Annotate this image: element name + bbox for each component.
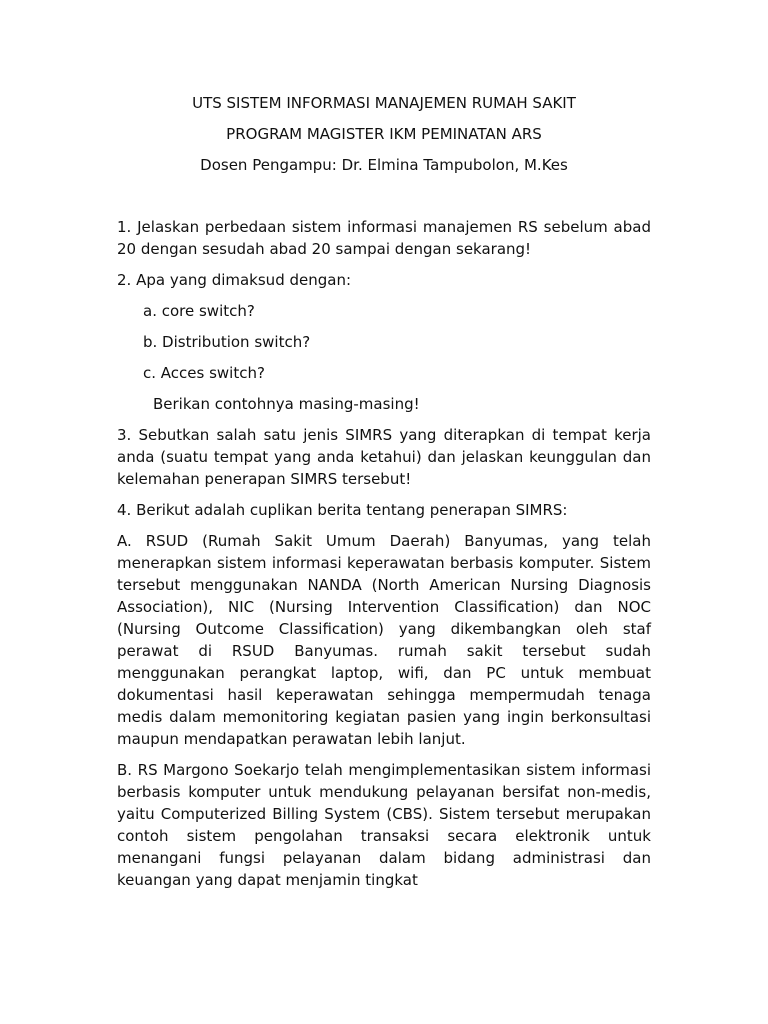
question-1: 1. Jelaskan perbedaan sistem informasi manajemen RS sebelum abad 20 dengan sesudah abad 20 sampai dengan sekarang!: [117, 218, 651, 258]
exam-questions: [117, 216, 651, 900]
question-4-news-b: B. RS Margono Soekarjo telah mengimplementasikan sistem informasi berbasis komputer untuk mendukung pelayanan bersifat non-medis, yaitu Computerized Billing System (CBS). Sistem tersebut merupakan contoh sistem pengolahan transaksi secara elektronik untuk menangani fungsi pelayanan dalam bidang administrasi dan keuangan yang dapat menjamin tingkat: [117, 761, 651, 889]
question-2-item-b: b. Distribution switch?: [143, 333, 311, 351]
program-title: PROGRAM MAGISTER IKM PEMINATAN ARS: [226, 125, 542, 143]
question-4: 4. Berikut adalah cuplikan berita tentang penerapan SIMRS:: [117, 501, 568, 519]
question-4-news-a: A. RSUD (Rumah Sakit Umum Daerah) Banyumas, yang telah menerapkan sistem informasi keperawatan berbasis komputer. Sistem tersebut menggunakan NANDA (North American Nursing Diagnosis Association), NIC (Nursing Intervention Classification) dan NOC (Nursing Outcome Classification) yang dikembangkan oleh staf perawat di RSUD Banyumas. rumah sakit tersebut sudah menggunakan perangkat laptop, wifi, dan PC untuk membuat dokumentasi hasil keperawatan sehingga mempermudah tenaga medis dalam memonitoring kegiatan pasien yang ingin berkonsultasi maupun mendapatkan perawatan lebih lanjut.: [117, 532, 651, 748]
question-2-item-c: c. Acces switch?: [143, 364, 265, 382]
document-title: UTS SISTEM INFORMASI MANAJEMEN RUMAH SAKIT: [192, 94, 576, 112]
question-2-item-a: a. core switch?: [143, 302, 255, 320]
question-2: 2. Apa yang dimaksud dengan:: [117, 271, 352, 289]
lecturer-line: Dosen Pengampu: Dr. Elmina Tampubolon, M.Kes: [200, 156, 568, 174]
question-2-instruction: Berikan contohnya masing-masing!: [153, 395, 420, 413]
question-3: 3. Sebutkan salah satu jenis SIMRS yang diterapkan di tempat kerja anda (suatu tempat yang anda ketahui) dan jelaskan keunggulan dan kelemahan penerapan SIMRS tersebut!: [117, 426, 651, 488]
